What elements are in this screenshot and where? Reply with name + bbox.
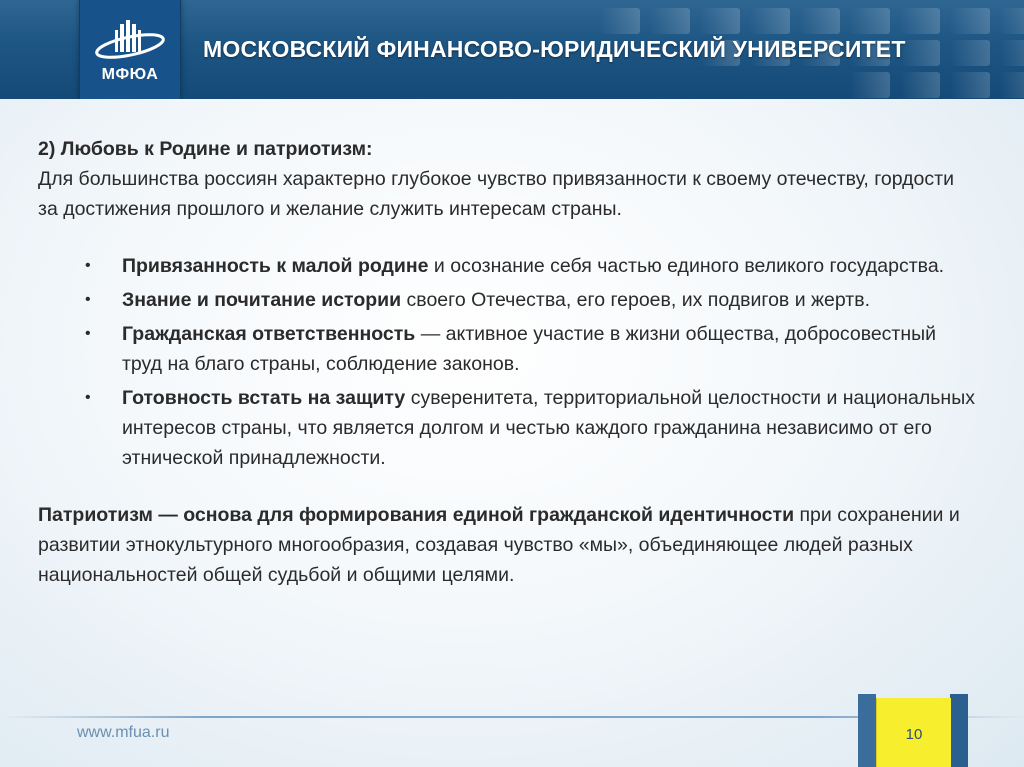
list-item: [38, 251, 978, 281]
university-emblem-icon: [93, 16, 167, 64]
list-item: [38, 285, 978, 315]
header-banner: [0, 0, 1024, 99]
section-heading: 2) Любовь к Родине и патриотизм:: [38, 138, 373, 160]
conclusion-paragraph: [38, 500, 978, 590]
bullet-icon: •: [85, 291, 91, 308]
page-box-accent-left: [858, 694, 876, 767]
conclusion-bold-text: Патриотизм — основа для формирования единой гражданской идентичности: [38, 504, 795, 526]
page-box-accent-right: [950, 694, 968, 767]
slide-content: [38, 134, 978, 590]
bullet-icon: •: [85, 257, 91, 274]
bullet-bold-text: Гражданская ответственность: [122, 323, 416, 345]
bullet-list: [38, 251, 978, 473]
bullet-icon: •: [85, 325, 91, 342]
intro-paragraph: Для большинства россиян характерно глубокое чувство привязанности к своему отечеству, гордости за достижения прошлого и желание служить интересам страны.: [38, 168, 954, 220]
bullet-text: — активное участие в жизни общества, добросовестный труд на благо страны, соблюдение законов.: [122, 323, 937, 375]
list-item: [38, 383, 978, 473]
bullet-bold-text: Знание и почитание истории: [122, 289, 402, 311]
logo-text: МФЮА: [101, 66, 159, 83]
footer-url-link[interactable]: www.mfua.ru: [77, 724, 170, 741]
list-item: [38, 319, 978, 379]
page-number-box: [876, 698, 951, 767]
bullet-text: своего Отечества, его героев, их подвигов и жертв.: [401, 289, 871, 311]
university-title: МОСКОВСКИЙ ФИНАНСОВО-ЮРИДИЧЕСКИЙ УНИВЕРСИТЕТ: [203, 36, 906, 62]
bullet-bold-text: Готовность встать на защиту: [122, 387, 406, 409]
page-number: 10: [905, 726, 923, 743]
bullet-text: суверенитета, территориальной целостности и национальных интересов страны, что является долгом и честью каждого гражданина независимо от его этнической принадлежности.: [122, 387, 975, 469]
bullet-bold-text: Привязанность к малой родине: [122, 255, 429, 277]
conclusion-text: при сохранении и развитии этнокультурного многообразия, создавая чувство «мы», объединяющее людей разных национальностей общей судьбой и общими целями.: [38, 504, 960, 586]
bullet-text: и осознание себя частью единого великого государства.: [428, 255, 945, 277]
logo[interactable]: [79, 0, 181, 99]
bullet-icon: •: [85, 389, 91, 406]
